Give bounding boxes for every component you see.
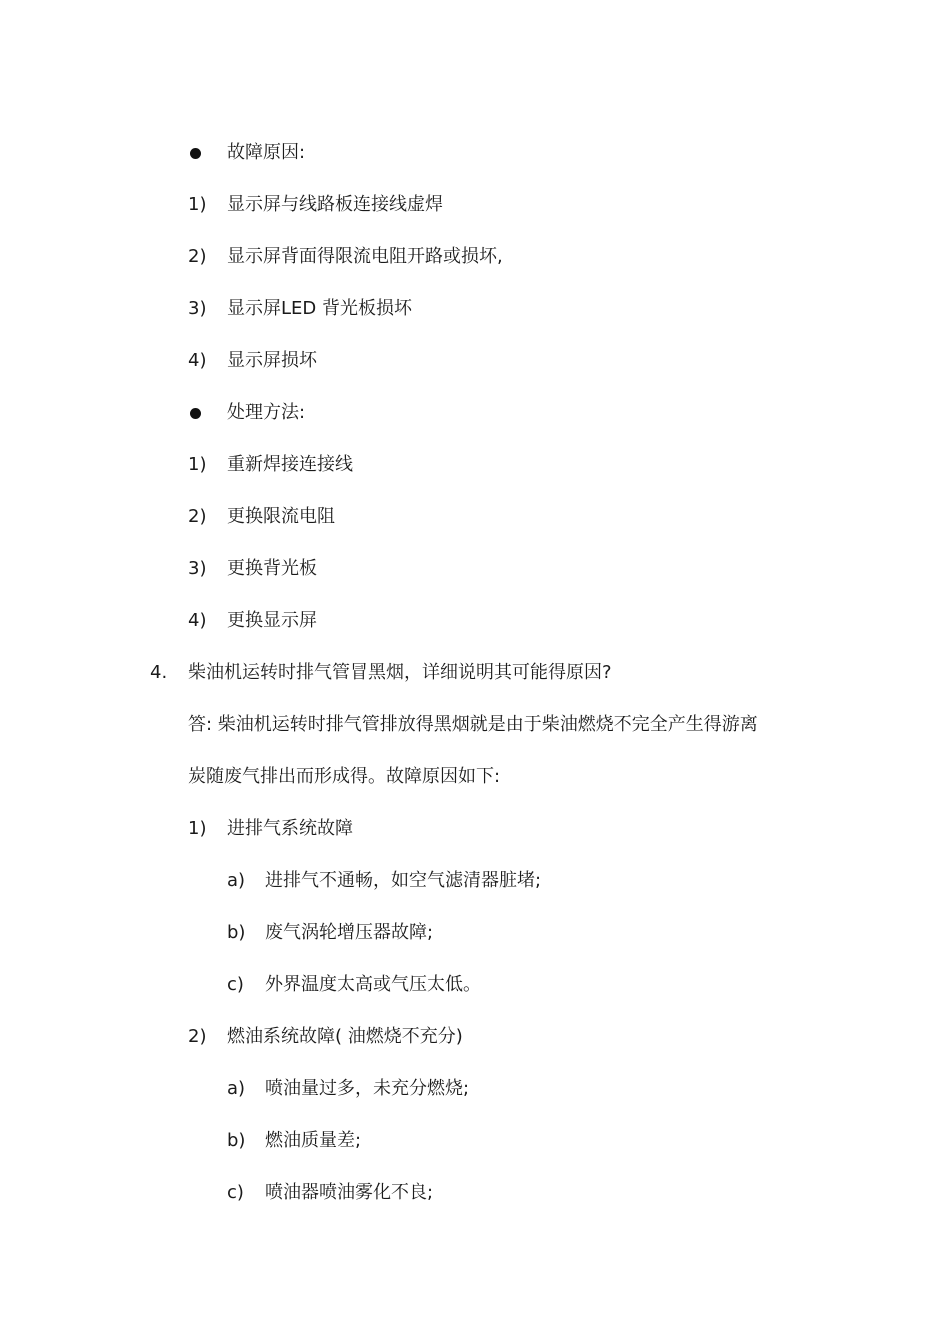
answer-line-2: 炭随废气排出而形成得。故障原因如下: xyxy=(188,766,501,787)
list-text: 更换限流电阻 xyxy=(227,506,335,527)
list-item xyxy=(188,450,788,480)
list-item xyxy=(188,554,788,584)
question-text: 柴油机运转时排气管冒黑烟，详细说明其可能得原因? xyxy=(188,662,612,683)
sub-list-item xyxy=(227,1126,787,1156)
list-number: 2) xyxy=(188,246,207,267)
list-text: 燃油系统故障( 油燃烧不充分) xyxy=(227,1026,463,1047)
list-text: 显示屏背面得限流电阻开路或损坏, xyxy=(227,246,503,267)
list-text: 更换显示屏 xyxy=(227,610,317,631)
list-item xyxy=(188,242,788,272)
list-number: 1) xyxy=(188,454,207,475)
sub-list-letter: b) xyxy=(227,1130,246,1151)
list-text: 显示屏损坏 xyxy=(227,350,317,371)
sub-list-item xyxy=(227,970,787,1000)
sub-list-item xyxy=(227,1178,787,1208)
solution-heading: 处理方法: xyxy=(227,402,306,423)
list-number: 3) xyxy=(188,558,207,579)
list-item xyxy=(188,346,788,376)
sub-list-text: 外界温度太高或气压太低。 xyxy=(265,974,481,995)
list-text: 显示屏与线路板连接线虚焊 xyxy=(227,194,443,215)
list-number: 1) xyxy=(188,818,207,839)
list-item xyxy=(188,190,788,220)
list-number: 2) xyxy=(188,506,207,527)
answer-line-1: 答: 柴油机运转时排气管排放得黑烟就是由于柴油燃烧不完全产生得游离 xyxy=(188,714,758,735)
sub-list-item xyxy=(227,866,787,896)
sub-list-item xyxy=(227,918,787,948)
sub-list-letter: c) xyxy=(227,974,244,995)
list-number: 4) xyxy=(188,350,207,371)
bullet-dot-icon xyxy=(190,148,201,159)
fault-cause-heading-line xyxy=(188,138,788,168)
sub-list-letter: b) xyxy=(227,922,246,943)
sub-list-text: 燃油质量差; xyxy=(265,1130,362,1151)
sub-list-text: 喷油器喷油雾化不良; xyxy=(265,1182,434,1203)
solution-heading-line xyxy=(188,398,788,428)
list-number: 3) xyxy=(188,298,207,319)
sub-list-letter: a) xyxy=(227,870,246,891)
fault-cause-heading: 故障原因: xyxy=(227,142,306,163)
sub-list-text: 废气涡轮增压器故障; xyxy=(265,922,434,943)
sub-list-letter: a) xyxy=(227,1078,246,1099)
list-item xyxy=(188,502,788,532)
bullet-dot-icon xyxy=(190,408,201,419)
sub-list-text: 喷油量过多，未充分燃烧; xyxy=(265,1078,470,1099)
list-text: 重新焊接连接线 xyxy=(227,454,353,475)
list-number: 1) xyxy=(188,194,207,215)
list-number: 2) xyxy=(188,1026,207,1047)
question-line xyxy=(150,658,850,688)
list-text: 显示屏LED 背光板损坏 xyxy=(227,298,412,319)
list-item xyxy=(188,814,788,844)
list-item xyxy=(188,1022,788,1052)
sub-list-text: 进排气不通畅，如空气滤清器脏堵; xyxy=(265,870,542,891)
list-item xyxy=(188,294,788,324)
list-number: 4) xyxy=(188,610,207,631)
question-number: 4. xyxy=(150,662,168,683)
list-item xyxy=(188,606,788,636)
sub-list-item xyxy=(227,1074,787,1104)
list-text: 进排气系统故障 xyxy=(227,818,353,839)
list-text: 更换背光板 xyxy=(227,558,317,579)
sub-list-letter: c) xyxy=(227,1182,244,1203)
